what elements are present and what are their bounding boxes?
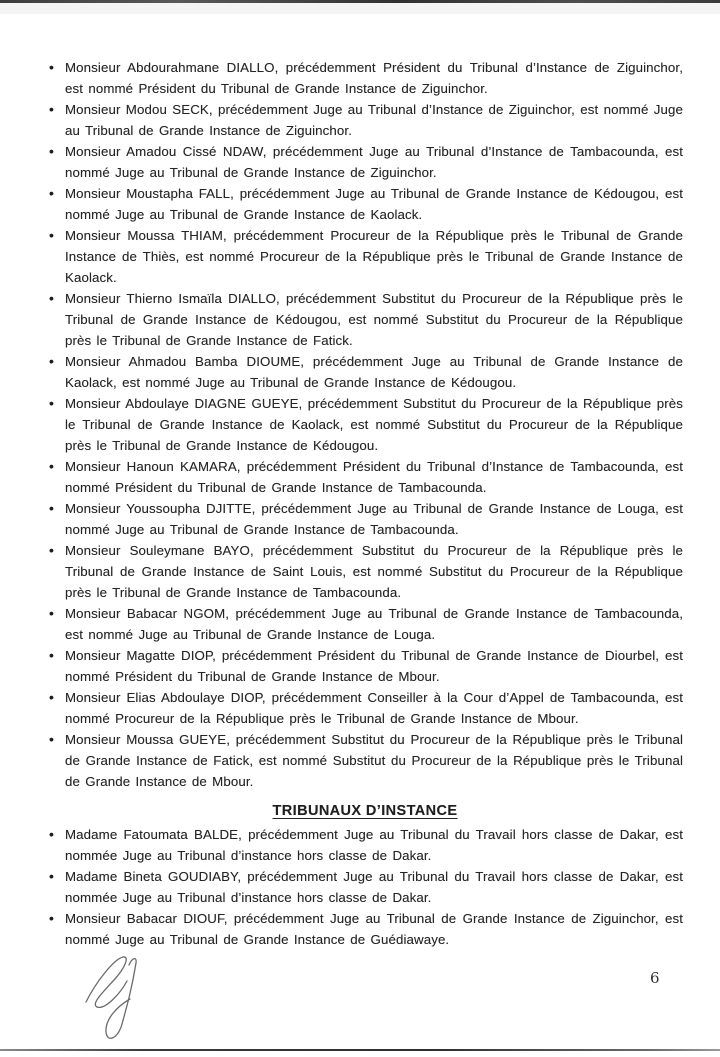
document-content [47, 57, 683, 950]
appointment-item: • Monsieur Magatte DIOP, précédemment Président du Tribunal de Grande Instance de Diourbel, est nommé Président du Tribunal de Grande Instance de Mbour. [47, 645, 683, 687]
scan-band-top [0, 3, 720, 14]
appointment-item: • Monsieur Abdoulaye DIAGNE GUEYE, précédemment Substitut du Procureur de la République près le Tribunal de Grande Instance de Kaolack, est nommé Substitut du Procureur de la République près le Tribunal de Grande Instance de Kédougou. [47, 393, 683, 456]
appointment-item: • Monsieur Babacar NGOM, précédemment Juge au Tribunal de Grande Instance de Tambacounda, est nommé Juge au Tribunal de Grande Instance de Louga. [47, 603, 683, 645]
section-heading: TRIBUNAUX D’INSTANCE [272, 803, 458, 819]
appointment-item: • Monsieur Amadou Cissé NDAW, précédemment Juge au Tribunal d’Instance de Tambacounda, est nommé Juge au Tribunal de Grande Instance de Ziguinchor. [47, 141, 683, 183]
signature-scribble [80, 944, 146, 1046]
appointment-item: • Madame Bineta GOUDIABY, précédemment Juge au Tribunal du Travail hors classe de Dakar, est nommée Juge au Tribunal d’instance hors classe de Dakar. [47, 866, 683, 908]
page-number: 6 [650, 969, 660, 987]
appointment-item: • Monsieur Abdourahmane DIALLO, précédemment Président du Tribunal d’Instance de Ziguinchor, est nommé Président du Tribunal de Grande Instance de Ziguinchor. [47, 57, 683, 99]
appointment-item: • Monsieur Youssoupha DJITTE, précédemment Juge au Tribunal de Grande Instance de Louga, est nommé Juge au Tribunal de Grande Instance de Tambacounda. [47, 498, 683, 540]
appointment-item: • Monsieur Moussa THIAM, précédemment Procureur de la République près le Tribunal de Grande Instance de Thiès, est nommé Procureur de la République près le Tribunal de Grande Instance de Kaolack. [47, 225, 683, 288]
tgi-appointment-list [47, 57, 683, 792]
appointment-item: • Monsieur Thierno Ismaïla DIALLO, précédemment Substitut du Procureur de la République près le Tribunal de Grande Instance de Kédougou, est nommé Substitut du Procureur de la République près le Tribunal de Grande Instance de Fatick. [47, 288, 683, 351]
appointment-item: • Madame Fatoumata BALDE, précédemment Juge au Tribunal du Travail hors classe de Dakar, est nommée Juge au Tribunal d’instance hors classe de Dakar. [47, 824, 683, 866]
appointment-item: • Monsieur Moussa GUEYE, précédemment Substitut du Procureur de la République près le Tribunal de Grande Instance de Fatick, est nommé Substitut du Procureur de la République près le Tribunal de Grande Instance de Mbour. [47, 729, 683, 792]
appointment-item: • Monsieur Hanoun KAMARA, précédemment Président du Tribunal d’Instance de Tambacounda, est nommé Président du Tribunal de Grande Instance de Tambacounda. [47, 456, 683, 498]
scan-edge-bottom [0, 1049, 720, 1051]
appointment-item: • Monsieur Ahmadou Bamba DIOUME, précédemment Juge au Tribunal de Grande Instance de Kaolack, est nommé Juge au Tribunal de Grande Instance de Kédougou. [47, 351, 683, 393]
appointment-item: • Monsieur Souleymane BAYO, précédemment Substitut du Procureur de la République près le Tribunal de Grande Instance de Saint Louis, est nommé Substitut du Procureur de la République près le Tribunal de Grande Instance de Tambacounda. [47, 540, 683, 603]
appointment-item: • Monsieur Elias Abdoulaye DIOP, précédemment Conseiller à la Cour d’Appel de Tambacounda, est nommé Procureur de la République près le Tribunal de Grande Instance de Mbour. [47, 687, 683, 729]
appointment-item: • Monsieur Modou SECK, précédemment Juge au Tribunal d’Instance de Ziguinchor, est nommé Juge au Tribunal de Grande Instance de Ziguinchor. [47, 99, 683, 141]
appointment-item: • Monsieur Moustapha FALL, précédemment Juge au Tribunal de Grande Instance de Kédougou, est nommé Juge au Tribunal de Grande Instance de Kaolack. [47, 183, 683, 225]
ti-appointment-list [47, 824, 683, 950]
appointment-item: • Monsieur Babacar DIOUF, précédemment Juge au Tribunal de Grande Instance de Ziguinchor, est nommé Juge au Tribunal de Grande Instance de Guédiawaye. [47, 908, 683, 950]
